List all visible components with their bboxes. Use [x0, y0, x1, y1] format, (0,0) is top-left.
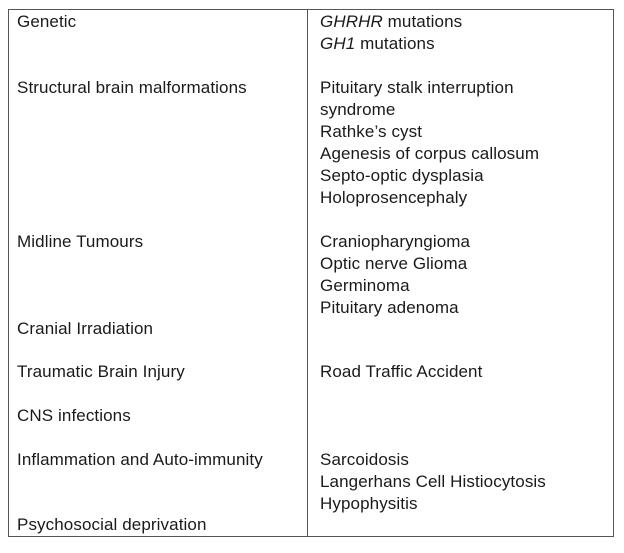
cause-item: Sarcoidosis	[320, 450, 409, 469]
cause-item: Holoprosencephaly	[320, 188, 468, 207]
cause-item: Optic nerve Glioma	[320, 254, 468, 273]
cause-item: Germinoma	[320, 276, 410, 295]
category-psychosocial-deprivation: Psychosocial deprivation	[17, 515, 207, 534]
cause-item: Agenesis of corpus callosum	[320, 144, 540, 163]
column-divider	[307, 9, 308, 537]
cause-item: Langerhans Cell Histiocytosis	[320, 472, 546, 491]
category-genetic: Genetic	[17, 12, 77, 31]
cause-suffix: mutations	[382, 12, 463, 31]
cause-item: Pituitary stalk interruption	[320, 78, 514, 97]
category-cranial-irradiation: Cranial Irradiation	[17, 319, 154, 338]
cause-item: Road Traffic Accident	[320, 362, 483, 381]
cause-item: syndrome	[320, 100, 396, 119]
category-midline-tumours: Midline Tumours	[17, 232, 144, 251]
cause-suffix: mutations	[355, 34, 435, 53]
category-cns-infections: CNS infections	[17, 406, 131, 425]
cause-item: Septo-optic dysplasia	[320, 166, 484, 185]
category-inflammation-auto-immunity: Inflammation and Auto-immunity	[17, 450, 263, 469]
cause-item: Hypophysitis	[320, 494, 418, 513]
cause-item: Craniopharyngioma	[320, 232, 471, 251]
category-traumatic-brain-injury: Traumatic Brain Injury	[17, 362, 185, 381]
cause-item: Rathke’s cyst	[320, 122, 423, 141]
cause-ghrhr-mutations	[320, 11, 462, 33]
category-structural-brain-malformations: Structural brain malformations	[17, 78, 247, 97]
cause-gh1-mutations	[320, 33, 435, 55]
cause-item: Pituitary adenoma	[320, 298, 459, 317]
gene-name: GH1	[320, 34, 356, 53]
gene-name: GHRHR	[320, 12, 383, 31]
